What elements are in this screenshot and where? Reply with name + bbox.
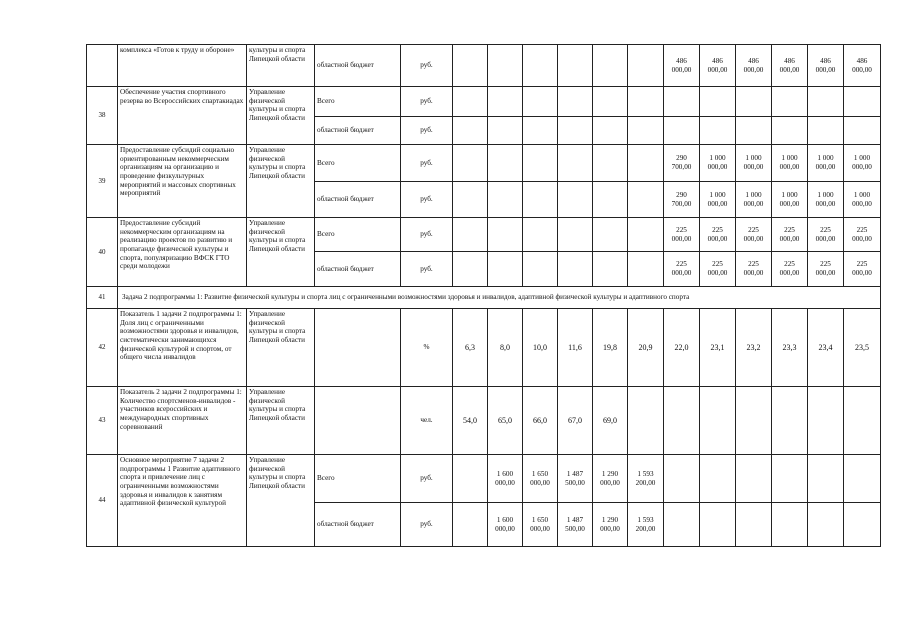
value-cell bbox=[808, 503, 844, 547]
unit: % bbox=[401, 309, 453, 387]
funding-source bbox=[315, 387, 401, 455]
value-cell: 486 000,00 bbox=[700, 45, 736, 87]
value-cell: 23,5 bbox=[844, 309, 881, 387]
value-cell: 1 000 000,00 bbox=[772, 182, 808, 218]
funding-source: областной бюджет bbox=[315, 503, 401, 547]
value-cell: 225 000,00 bbox=[736, 218, 772, 252]
unit: руб. bbox=[401, 218, 453, 252]
value-cell bbox=[453, 455, 488, 503]
value-cell bbox=[453, 45, 488, 87]
value-cell: 1 650 000,00 bbox=[523, 455, 558, 503]
table-row bbox=[87, 87, 881, 117]
unit: руб. bbox=[401, 182, 453, 218]
row-name: Основное мероприятие 7 задачи 2 подпрограммы 1 Развитие адаптивного спорта и привлечение лиц с ограниченными возможностями здоровья и инвалидов к занятиям адаптивной физической культурой bbox=[118, 455, 247, 547]
funding-source: Всего bbox=[315, 218, 401, 252]
funding-source: Всего bbox=[315, 455, 401, 503]
funding-source: областной бюджет bbox=[315, 45, 401, 87]
value-cell bbox=[558, 252, 593, 287]
program-table bbox=[86, 44, 881, 547]
row-number: 39 bbox=[87, 145, 118, 218]
value-cell: 225 000,00 bbox=[844, 218, 881, 252]
funding-source: областной бюджет bbox=[315, 252, 401, 287]
table-row bbox=[87, 145, 881, 182]
value-cell: 10,0 bbox=[523, 309, 558, 387]
value-cell bbox=[488, 145, 523, 182]
value-cell bbox=[664, 503, 700, 547]
funding-source: Всего bbox=[315, 87, 401, 117]
value-cell bbox=[558, 45, 593, 87]
value-cell bbox=[523, 145, 558, 182]
value-cell bbox=[453, 252, 488, 287]
table-row bbox=[87, 309, 881, 387]
value-cell bbox=[593, 117, 628, 145]
value-cell: 6,3 bbox=[453, 309, 488, 387]
value-cell: 1 000 000,00 bbox=[700, 145, 736, 182]
value-cell bbox=[628, 182, 664, 218]
unit: руб. bbox=[401, 503, 453, 547]
row-number: 44 bbox=[87, 455, 118, 547]
value-cell: 225 000,00 bbox=[700, 252, 736, 287]
executor: Управление физической культуры и спорта Липецкой области bbox=[247, 387, 315, 455]
value-cell: 1 600 000,00 bbox=[488, 503, 523, 547]
value-cell bbox=[736, 455, 772, 503]
table-body bbox=[87, 45, 881, 547]
value-cell: 1 290 000,00 bbox=[593, 503, 628, 547]
value-cell bbox=[664, 87, 700, 117]
value-cell: 1 290 000,00 bbox=[593, 455, 628, 503]
row-name: Предоставление субсидий социально ориентированным некоммерческим организациям на организацию и проведение физкультурных мероприятий и массовых спортивных мероприятий bbox=[118, 145, 247, 218]
value-cell bbox=[736, 117, 772, 145]
value-cell bbox=[558, 182, 593, 218]
value-cell bbox=[453, 218, 488, 252]
value-cell bbox=[736, 503, 772, 547]
row-number bbox=[87, 45, 118, 87]
value-cell bbox=[700, 455, 736, 503]
value-cell: 1 000 000,00 bbox=[844, 182, 881, 218]
value-cell: 225 000,00 bbox=[772, 218, 808, 252]
value-cell bbox=[453, 117, 488, 145]
executor: Управление физической культуры и спорта Липецкой области bbox=[247, 309, 315, 387]
executor: культуры и спорта Липецкой области bbox=[247, 45, 315, 87]
value-cell: 8,0 bbox=[488, 309, 523, 387]
value-cell bbox=[772, 117, 808, 145]
funding-source: областной бюджет bbox=[315, 117, 401, 145]
unit: чел. bbox=[401, 387, 453, 455]
value-cell: 486 000,00 bbox=[736, 45, 772, 87]
value-cell bbox=[488, 218, 523, 252]
value-cell bbox=[772, 387, 808, 455]
value-cell bbox=[664, 455, 700, 503]
value-cell: 1 593 200,00 bbox=[628, 455, 664, 503]
executor: Управление физической культуры и спорта Липецкой области bbox=[247, 218, 315, 287]
value-cell bbox=[844, 455, 881, 503]
funding-source: Всего bbox=[315, 145, 401, 182]
value-cell bbox=[808, 455, 844, 503]
value-cell: 225 000,00 bbox=[736, 252, 772, 287]
value-cell: 486 000,00 bbox=[844, 45, 881, 87]
row-number: 38 bbox=[87, 87, 118, 145]
table-row bbox=[87, 387, 881, 455]
value-cell bbox=[593, 182, 628, 218]
unit: руб. bbox=[401, 117, 453, 145]
value-cell bbox=[558, 87, 593, 117]
value-cell bbox=[808, 117, 844, 145]
value-cell bbox=[523, 117, 558, 145]
value-cell bbox=[488, 87, 523, 117]
row-name: Обеспечение участия спортивного резерва во Всероссийских спартакиадах bbox=[118, 87, 247, 145]
value-cell bbox=[844, 117, 881, 145]
value-cell: 1 600 000,00 bbox=[488, 455, 523, 503]
value-cell bbox=[808, 87, 844, 117]
value-cell bbox=[453, 182, 488, 218]
row-name: Показатель 2 задачи 2 подпрограммы 1: Количество спортсменов-инвалидов - участников всероссийских и международных спортивных соревнований bbox=[118, 387, 247, 455]
value-cell bbox=[628, 218, 664, 252]
value-cell bbox=[772, 503, 808, 547]
unit: руб. bbox=[401, 87, 453, 117]
table-row bbox=[87, 45, 881, 87]
table-row bbox=[87, 455, 881, 503]
value-cell bbox=[844, 503, 881, 547]
value-cell bbox=[844, 387, 881, 455]
value-cell bbox=[523, 87, 558, 117]
value-cell bbox=[558, 218, 593, 252]
value-cell bbox=[593, 218, 628, 252]
value-cell: 1 000 000,00 bbox=[700, 182, 736, 218]
value-cell bbox=[523, 252, 558, 287]
value-cell: 225 000,00 bbox=[664, 218, 700, 252]
value-cell: 20,9 bbox=[628, 309, 664, 387]
value-cell: 23,4 bbox=[808, 309, 844, 387]
value-cell bbox=[772, 455, 808, 503]
value-cell bbox=[523, 218, 558, 252]
value-cell: 67,0 bbox=[558, 387, 593, 455]
value-cell: 225 000,00 bbox=[772, 252, 808, 287]
value-cell: 1 000 000,00 bbox=[772, 145, 808, 182]
value-cell bbox=[488, 182, 523, 218]
value-cell: 66,0 bbox=[523, 387, 558, 455]
value-cell: 1 000 000,00 bbox=[736, 145, 772, 182]
value-cell bbox=[488, 45, 523, 87]
value-cell bbox=[593, 145, 628, 182]
value-cell bbox=[453, 87, 488, 117]
value-cell: 11,6 bbox=[558, 309, 593, 387]
value-cell: 1 000 000,00 bbox=[808, 145, 844, 182]
value-cell bbox=[593, 45, 628, 87]
unit: руб. bbox=[401, 455, 453, 503]
value-cell bbox=[628, 117, 664, 145]
unit: руб. bbox=[401, 45, 453, 87]
executor: Управление физической культуры и спорта Липецкой области bbox=[247, 87, 315, 145]
row-number: 40 bbox=[87, 218, 118, 287]
table-row bbox=[87, 218, 881, 252]
funding-source: областной бюджет bbox=[315, 182, 401, 218]
value-cell: 225 000,00 bbox=[700, 218, 736, 252]
value-cell: 23,1 bbox=[700, 309, 736, 387]
value-cell bbox=[628, 87, 664, 117]
value-cell: 1 487 500,00 bbox=[558, 455, 593, 503]
value-cell bbox=[664, 387, 700, 455]
value-cell bbox=[736, 387, 772, 455]
value-cell bbox=[558, 117, 593, 145]
unit: руб. bbox=[401, 252, 453, 287]
value-cell bbox=[453, 503, 488, 547]
executor: Управление физической культуры и спорта Липецкой области bbox=[247, 455, 315, 547]
value-cell: 69,0 bbox=[593, 387, 628, 455]
value-cell bbox=[593, 252, 628, 287]
funding-source bbox=[315, 309, 401, 387]
value-cell: 486 000,00 bbox=[664, 45, 700, 87]
value-cell bbox=[664, 117, 700, 145]
value-cell bbox=[593, 87, 628, 117]
row-number: 41 bbox=[87, 287, 118, 309]
value-cell bbox=[628, 252, 664, 287]
value-cell: 225 000,00 bbox=[808, 252, 844, 287]
value-cell bbox=[700, 117, 736, 145]
value-cell bbox=[772, 87, 808, 117]
value-cell: 486 000,00 bbox=[808, 45, 844, 87]
value-cell bbox=[558, 145, 593, 182]
value-cell: 1 000 000,00 bbox=[808, 182, 844, 218]
row-number: 42 bbox=[87, 309, 118, 387]
value-cell bbox=[736, 87, 772, 117]
value-cell bbox=[523, 182, 558, 218]
value-cell bbox=[628, 387, 664, 455]
value-cell: 23,2 bbox=[736, 309, 772, 387]
row-name: комплекса «Готов к труду и обороне» bbox=[118, 45, 247, 87]
table-row bbox=[87, 287, 881, 309]
value-cell bbox=[700, 387, 736, 455]
value-cell: 1 000 000,00 bbox=[736, 182, 772, 218]
value-cell bbox=[628, 45, 664, 87]
value-cell: 54,0 bbox=[453, 387, 488, 455]
value-cell bbox=[488, 252, 523, 287]
executor: Управление физической культуры и спорта Липецкой области bbox=[247, 145, 315, 218]
value-cell: 290 700,00 bbox=[664, 182, 700, 218]
unit: руб. bbox=[401, 145, 453, 182]
value-cell bbox=[453, 145, 488, 182]
value-cell bbox=[628, 145, 664, 182]
value-cell: 23,3 bbox=[772, 309, 808, 387]
value-cell bbox=[523, 45, 558, 87]
value-cell: 290 700,00 bbox=[664, 145, 700, 182]
value-cell bbox=[808, 387, 844, 455]
value-cell: 1 487 500,00 bbox=[558, 503, 593, 547]
value-cell: 1 000 000,00 bbox=[844, 145, 881, 182]
value-cell: 486 000,00 bbox=[772, 45, 808, 87]
value-cell bbox=[700, 503, 736, 547]
value-cell: 1 650 000,00 bbox=[523, 503, 558, 547]
value-cell: 225 000,00 bbox=[664, 252, 700, 287]
value-cell: 22,0 bbox=[664, 309, 700, 387]
value-cell bbox=[844, 87, 881, 117]
task-title: Задача 2 подпрограммы 1: Развитие физической культуры и спорта лиц с ограниченными возможностями здоровья и инвалидов, адаптивной физической культуры и адаптивного спорта bbox=[118, 287, 881, 309]
value-cell bbox=[700, 87, 736, 117]
value-cell: 19,8 bbox=[593, 309, 628, 387]
value-cell: 225 000,00 bbox=[808, 218, 844, 252]
row-name: Показатель 1 задачи 2 подпрограммы 1: Доля лиц с ограниченными возможностями здоровья и инвалидов, систематически занимающихся физической культурой и спортом, от общего числа инвалидов bbox=[118, 309, 247, 387]
value-cell: 65,0 bbox=[488, 387, 523, 455]
row-name: Предоставление субсидий некоммерческим организациям на реализацию проектов по развитию и пропаганде физической культуры и спорта, популяризацию ВФСК ГТО среди молодежи bbox=[118, 218, 247, 287]
value-cell: 225 000,00 bbox=[844, 252, 881, 287]
row-number: 43 bbox=[87, 387, 118, 455]
value-cell: 1 593 200,00 bbox=[628, 503, 664, 547]
value-cell bbox=[488, 117, 523, 145]
